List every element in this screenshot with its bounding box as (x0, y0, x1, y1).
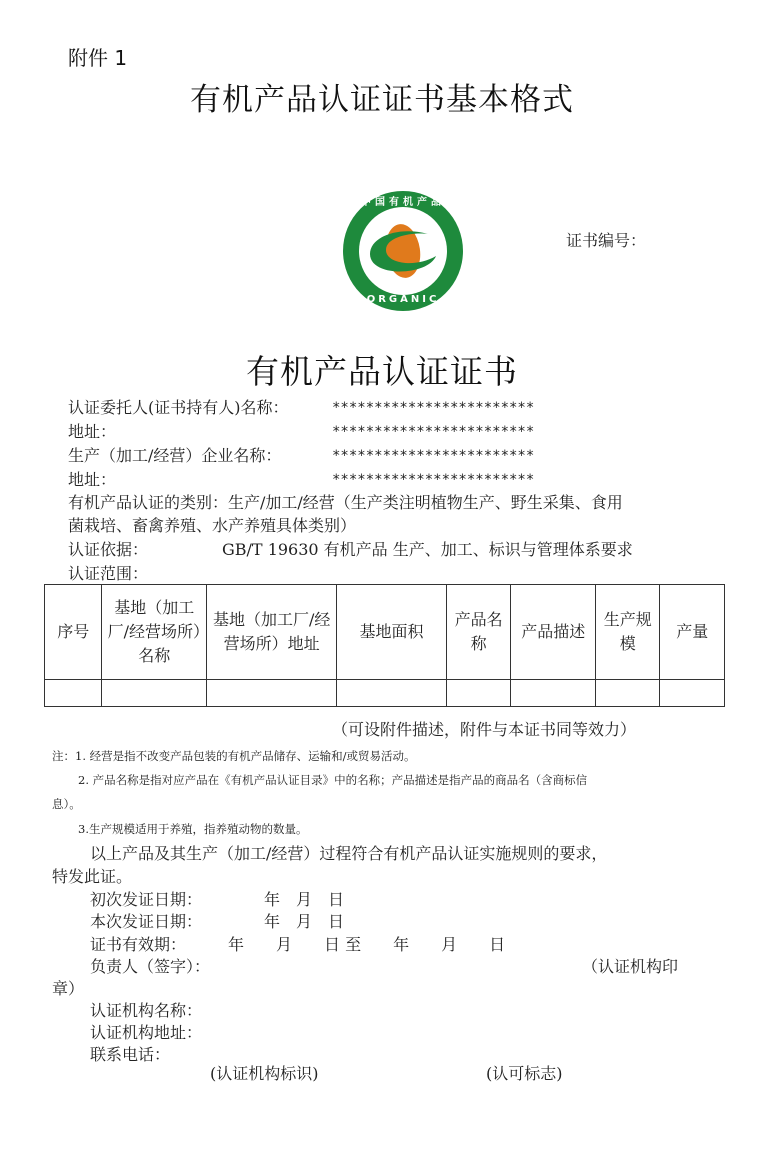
col-output: 产量 (660, 585, 725, 680)
validity-value: 年 月 日 至 年 月 日 (228, 935, 506, 954)
basis-label: 认证依据： (68, 540, 149, 559)
note-3: 3.生产规模适用于养殖，指养殖动物的数量。 (78, 822, 308, 836)
certificate-number-label: 证书编号： (566, 231, 647, 250)
first-issue-label: 初次发证日期： (90, 890, 203, 909)
table-cell[interactable] (337, 680, 447, 707)
col-product-name: 产品名称 (446, 585, 510, 680)
scope-table-header (45, 585, 725, 680)
logo-organic-text: ORGANIC (366, 294, 440, 305)
client-address-value: ************************ (332, 424, 535, 440)
client-address-label: 地址： (68, 422, 117, 441)
client-name-label: 认证委托人(证书持有人)名称： (68, 398, 289, 417)
table-cell[interactable] (596, 680, 660, 707)
col-base-name: 基地（加工厂/经营场所）名称 (102, 585, 207, 680)
current-issue-label: 本次发证日期： (90, 912, 203, 931)
accreditation-mark: (认可标志) (486, 1064, 563, 1083)
certificate-title: 有机产品认证证书 (246, 352, 518, 391)
enterprise-address-value: ************************ (332, 472, 535, 488)
body-name-label: 认证机构名称： (90, 1001, 203, 1020)
signer-label: 负责人（签字）： (90, 957, 211, 976)
enterprise-address-label: 地址： (68, 470, 117, 489)
table-cell[interactable] (207, 680, 337, 707)
appendix-note: （可设附件描述，附件与本证书同等效力） (332, 720, 637, 739)
client-name-value: ************************ (332, 400, 535, 416)
note-2-line-1: 2. 产品名称是指对应产品在《有机产品认证目录》中的名称；产品描述是指产品的商品名（含商标信 (78, 773, 588, 787)
note-2-line-2: 息）。 (52, 797, 81, 811)
statement-line-2: 特发此证。 (52, 867, 133, 886)
attachment-label: 附件 1 (68, 46, 128, 70)
table-cell[interactable] (102, 680, 207, 707)
current-issue-value: 年 月 日 (264, 912, 345, 931)
col-base-area: 基地面积 (337, 585, 447, 680)
scope-label: 认证范围： (68, 564, 149, 583)
table-cell[interactable] (511, 680, 596, 707)
enterprise-name-label: 生产（加工/经营）企业名称： (68, 446, 282, 465)
seal-text-continued: 章） (52, 979, 85, 998)
seal-text: （认证机构印 (582, 957, 679, 976)
statement-line-1: 以上产品及其生产（加工/经营）过程符合有机产品认证实施规则的要求， (90, 844, 608, 863)
enterprise-name-value: ************************ (332, 448, 535, 464)
col-product-desc: 产品描述 (511, 585, 596, 680)
category-line-2: 菌栽培、畜禽养殖、水产养殖具体类别） (68, 516, 357, 535)
basis-value: GB/T 19630 有机产品 生产、加工、标识与管理体系要求 (222, 540, 633, 559)
table-cell[interactable] (446, 680, 510, 707)
certification-body-mark: (认证机构标识) (210, 1064, 319, 1083)
first-issue-value: 年 月 日 (264, 890, 345, 909)
validity-label: 证书有效期： (90, 935, 187, 954)
table-cell[interactable] (45, 680, 102, 707)
note-1: 注：1. 经营是指不改变产品包装的有机产品储存、运输和/或贸易活动。 (52, 749, 416, 763)
scope-table (44, 584, 725, 707)
logo-ring-text: 中国有机产品 (361, 197, 445, 208)
phone-label: 联系电话： (90, 1045, 171, 1064)
col-base-address: 基地（加工厂/经营场所）地址 (207, 585, 337, 680)
table-row (45, 680, 725, 707)
col-serial: 序号 (45, 585, 102, 680)
category-line-1: 有机产品认证的类别：生产/加工/经营（生产类注明植物生产、野生采集、食用 (68, 493, 623, 512)
document-title: 有机产品认证证书基本格式 (190, 82, 574, 118)
body-address-label: 认证机构地址： (90, 1023, 203, 1042)
col-scale: 生产规模 (596, 585, 660, 680)
organic-logo (342, 190, 464, 312)
table-cell[interactable] (660, 680, 725, 707)
